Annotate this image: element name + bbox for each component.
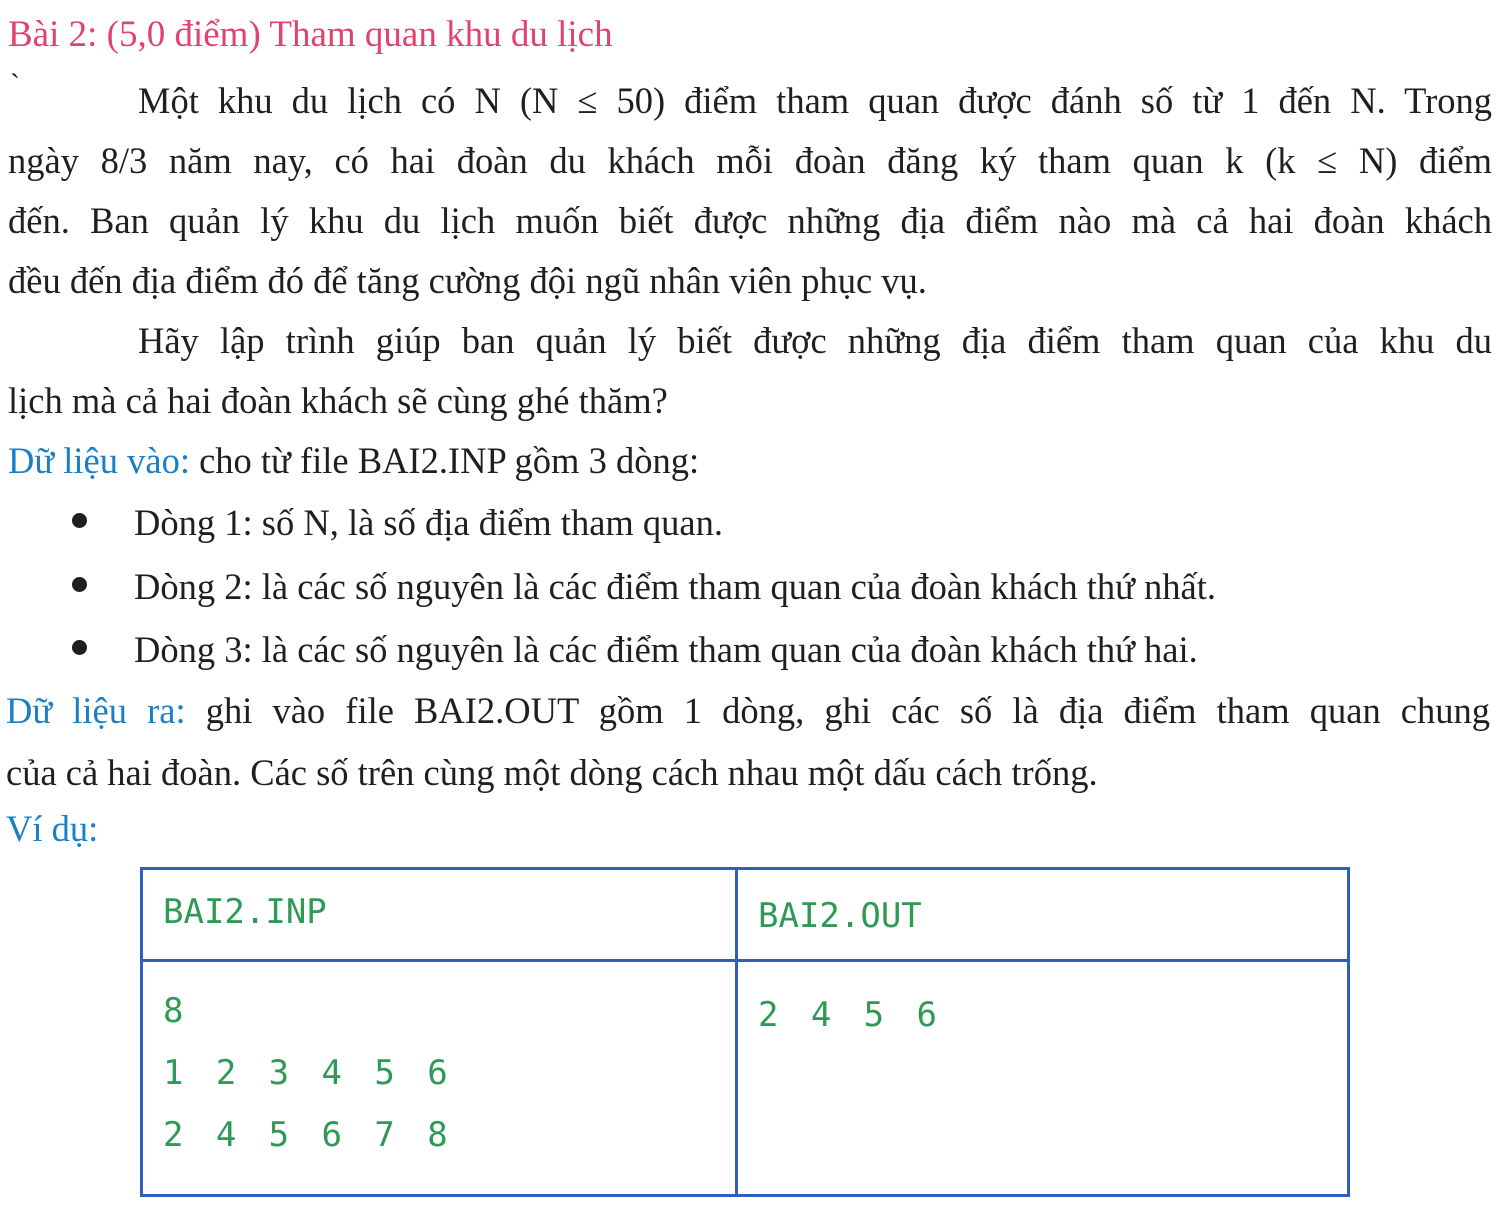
task-line-2: lịch mà cả hai đoàn khách sẽ cùng ghé thăm? [8, 380, 668, 421]
input-bullet-3: Dòng 3: là các số nguyên là các điểm tham quan của đoàn khách thứ hai. [134, 629, 1198, 670]
output-section-line-2: của cả hai đoàn. Các số trên cùng một dòng cách nhau một dấu cách trống. [6, 752, 1098, 793]
example-table [140, 867, 1350, 1197]
intro-line-3: đến. Ban quản lý khu du lịch muốn biết được những địa điểm nào mà cả hai đoàn khách [8, 200, 1492, 241]
stray-mark: ` [10, 68, 20, 101]
example-output-cell [737, 960, 1349, 1195]
example-header-input: BAI2.INP [163, 892, 327, 932]
example-input-line-3: 2 4 5 6 7 8 [163, 1114, 448, 1155]
input-section-text: cho từ file BAI2.INP gồm 3 dòng: [189, 440, 700, 481]
input-bullet-2: Dòng 2: là các số nguyên là các điểm tham quan của đoàn khách thứ nhất. [134, 566, 1216, 607]
input-section-heading [8, 438, 699, 484]
example-header-row [142, 869, 1349, 961]
example-header-output-cell [737, 869, 1349, 961]
intro-line-1: Một khu du lịch có N (N ≤ 50) điểm tham quan được đánh số từ 1 đến N. Trong [138, 80, 1492, 121]
example-output-values [738, 962, 1347, 1046]
output-section-label: Dữ liệu ra: [6, 690, 186, 731]
input-bullet-1: Dòng 1: số N, là số địa điểm tham quan. [134, 502, 723, 543]
example-body-row [142, 960, 1349, 1195]
example-input-line-2: 1 2 3 4 5 6 [163, 1052, 448, 1093]
problem-title: Bài 2: (5,0 điểm) Tham quan khu du lịch [8, 14, 613, 55]
example-header-input-cell [142, 869, 737, 961]
example-label: Ví dụ: [6, 808, 99, 849]
intro-line-2: ngày 8/3 năm nay, có hai đoàn du khách mỗi đoàn đăng ký tham quan k (k ≤ N) điểm [8, 140, 1492, 181]
input-section-label: Dữ liệu vào: [8, 440, 190, 481]
example-output-line-1: 2 4 5 6 [758, 994, 937, 1035]
example-input-cell [142, 960, 737, 1195]
output-section-text: ghi vào file BAI2.OUT gồm 1 dòng, ghi các số là địa điểm tham quan chung [185, 690, 1491, 731]
output-section-line-1 [6, 688, 1490, 734]
example-header-output: BAI2.OUT [758, 896, 922, 936]
bullet-1-icon [72, 513, 87, 528]
task-line-1: Hãy lập trình giúp ban quản lý biết được những địa điểm tham quan của khu du [138, 320, 1492, 361]
bullet-3-icon [72, 640, 87, 655]
intro-line-4: đều đến địa điểm đó để tăng cường đội ngũ nhân viên phục vụ. [8, 260, 927, 301]
bullet-2-icon [72, 577, 87, 592]
example-input-line-1: 8 [163, 990, 184, 1031]
example-input-values [143, 962, 735, 1166]
